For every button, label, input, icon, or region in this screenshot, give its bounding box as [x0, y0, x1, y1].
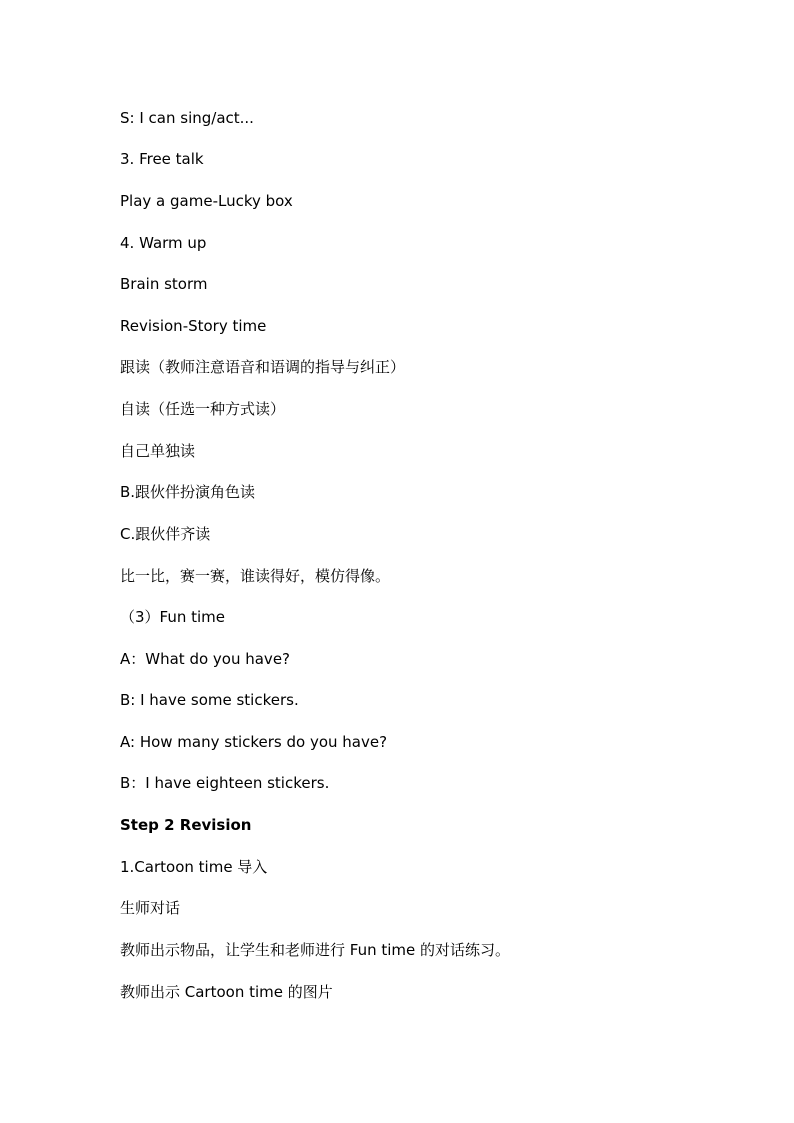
text-line-fun-time-heading: （3）Fun time	[120, 608, 226, 626]
text-line-read-together: C.跟伙伴齐读	[120, 525, 211, 543]
text-line-show-pictures: 教师出示 Cartoon time 的图片	[120, 983, 333, 1001]
text-line-dialogue-b1: B: I have some stickers.	[120, 691, 299, 709]
text-line-warm-up: 4. Warm up	[120, 234, 207, 252]
text-line-follow-reading: 跟读（教师注意语音和语调的指导与纠正）	[120, 358, 406, 376]
text-line-cartoon-time-intro: 1.Cartoon time 导入	[120, 858, 268, 876]
text-line-competition: 比一比，赛一赛，谁读得好，模仿得像。	[120, 567, 391, 585]
text-line-free-talk: 3. Free talk	[120, 150, 204, 168]
text-line-dialogue-a1: A：What do you have?	[120, 650, 291, 668]
text-line-dialogue-b2: B：I have eighteen stickers.	[120, 774, 330, 792]
text-line-dialogue-a2: A: How many stickers do you have?	[120, 733, 388, 751]
text-line-s-i-can-sing: S: I can sing/act...	[120, 109, 254, 127]
text-line-brain-storm: Brain storm	[120, 275, 208, 293]
text-line-read-alone: 自己单独读	[120, 442, 196, 460]
text-line-play-game: Play a game-Lucky box	[120, 192, 293, 210]
text-line-self-reading: 自读（任选一种方式读）	[120, 400, 286, 418]
text-line-teacher-student-dialogue: 生师对话	[120, 899, 181, 917]
text-line-revision-story-time: Revision-Story time	[120, 317, 267, 335]
text-line-show-items: 教师出示物品，让学生和老师进行 Fun time 的对话练习。	[120, 941, 511, 959]
text-line-role-reading: B.跟伙伴扮演角色读	[120, 483, 256, 501]
section-heading-step-2: Step 2 Revision	[120, 816, 252, 834]
